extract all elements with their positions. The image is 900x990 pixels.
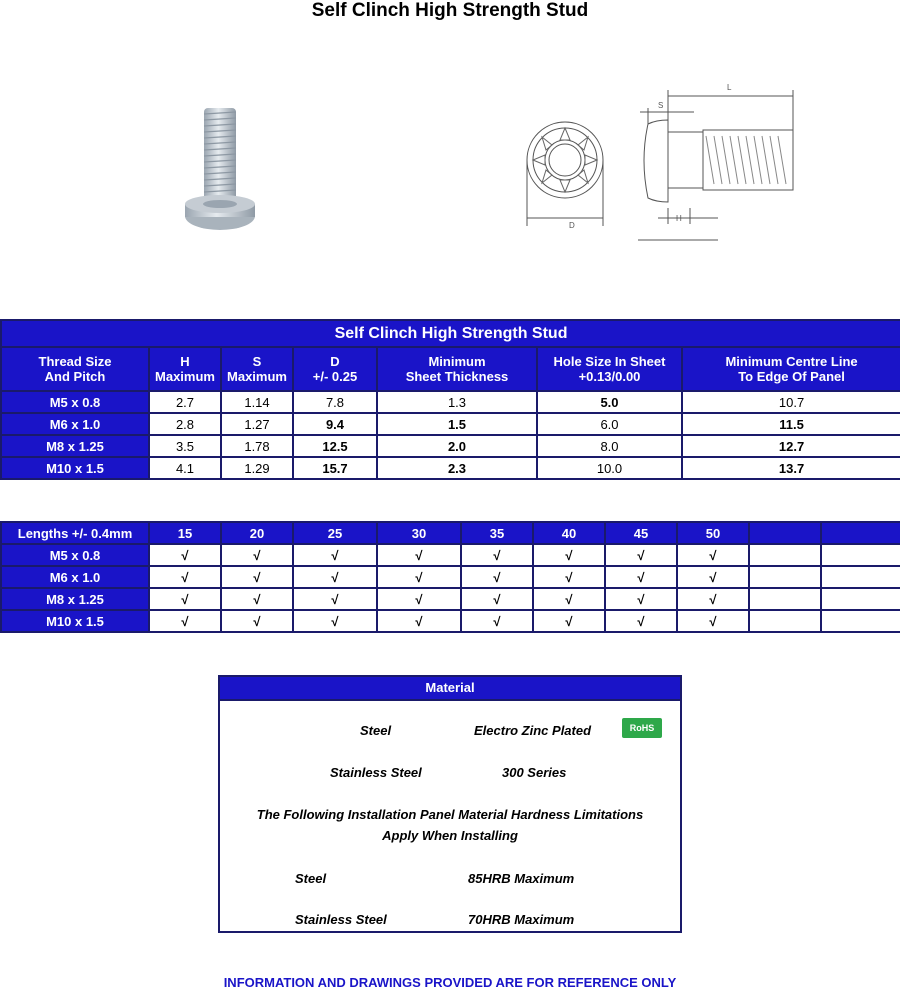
table-row <box>1 544 900 566</box>
cell-min: 2.3 <box>377 457 537 479</box>
length-col: 30 <box>377 522 461 544</box>
empty-cell <box>821 566 900 588</box>
row-size: M5 x 0.8 <box>1 544 149 566</box>
cell-edge: 11.5 <box>682 413 900 435</box>
cell-d: 9.4 <box>293 413 377 435</box>
check-mark: √ <box>149 588 221 610</box>
material-stainless: Stainless Steel <box>330 765 422 780</box>
check-mark: √ <box>461 588 533 610</box>
col-header-s: S Maximum <box>221 347 293 391</box>
table-row <box>1 457 900 479</box>
table-row <box>1 588 900 610</box>
material-panel <box>218 675 682 933</box>
length-col: 20 <box>221 522 293 544</box>
material-title: Material <box>220 677 680 701</box>
col-header-d: D +/- 0.25 <box>293 347 377 391</box>
check-mark: √ <box>293 588 377 610</box>
check-mark: √ <box>677 588 749 610</box>
dim-s-label: S <box>658 101 664 110</box>
check-mark: √ <box>377 610 461 632</box>
stud-drawing <box>518 68 808 248</box>
cell-h: 2.8 <box>149 413 221 435</box>
check-mark: √ <box>377 566 461 588</box>
check-mark: √ <box>605 610 677 632</box>
check-mark: √ <box>149 610 221 632</box>
length-col: 15 <box>149 522 221 544</box>
check-mark: √ <box>221 610 293 632</box>
hardness-stainless: Stainless Steel <box>295 912 387 927</box>
dim-h-label: H <box>676 214 682 223</box>
check-mark: √ <box>533 610 605 632</box>
empty-cell <box>821 544 900 566</box>
spec-table <box>0 319 900 480</box>
cell-edge: 12.7 <box>682 435 900 457</box>
row-size: M8 x 1.25 <box>1 435 149 457</box>
cell-hole: 5.0 <box>537 391 682 413</box>
material-stainless-series: 300 Series <box>502 765 567 780</box>
table-row <box>1 413 900 435</box>
cell-h: 2.7 <box>149 391 221 413</box>
cell-s: 1.14 <box>221 391 293 413</box>
dim-d-label: D <box>569 221 575 230</box>
table-row <box>1 435 900 457</box>
check-mark: √ <box>377 588 461 610</box>
hardness-steel: Steel <box>295 871 327 886</box>
cell-d: 12.5 <box>293 435 377 457</box>
rohs-badge-icon: RoHS <box>622 718 662 738</box>
cell-h: 3.5 <box>149 435 221 457</box>
spec-table-title: Self Clinch High Strength Stud <box>1 320 900 347</box>
table-row <box>1 391 900 413</box>
length-col <box>821 522 900 544</box>
check-mark: √ <box>605 544 677 566</box>
cell-hole: 6.0 <box>537 413 682 435</box>
hardness-steel-value: 85HRB Maximum <box>468 871 575 886</box>
row-size: M8 x 1.25 <box>1 588 149 610</box>
cell-d: 7.8 <box>293 391 377 413</box>
cell-s: 1.27 <box>221 413 293 435</box>
check-mark: √ <box>293 544 377 566</box>
check-mark: √ <box>221 566 293 588</box>
col-header-thread-size: Thread Size And Pitch <box>1 347 149 391</box>
check-mark: √ <box>377 544 461 566</box>
dim-l-label: L <box>727 83 732 92</box>
check-mark: √ <box>533 544 605 566</box>
empty-cell <box>749 544 821 566</box>
material-steel-finish: Electro Zinc Plated <box>474 723 592 738</box>
check-mark: √ <box>533 588 605 610</box>
empty-cell <box>749 610 821 632</box>
material-steel: Steel <box>360 723 392 738</box>
col-header-hole-size: Hole Size In Sheet +0.13/0.00 <box>537 347 682 391</box>
cell-hole: 8.0 <box>537 435 682 457</box>
hardness-note-line2: Apply When Installing <box>382 828 518 843</box>
cell-h: 4.1 <box>149 457 221 479</box>
cell-min: 1.5 <box>377 413 537 435</box>
table-row <box>1 566 900 588</box>
check-mark: √ <box>221 588 293 610</box>
check-mark: √ <box>605 566 677 588</box>
cell-s: 1.29 <box>221 457 293 479</box>
empty-cell <box>821 610 900 632</box>
hardness-note-line1: The Following Installation Panel Material Hardness Limitations <box>256 807 644 822</box>
length-col: 50 <box>677 522 749 544</box>
row-size: M6 x 1.0 <box>1 566 149 588</box>
length-col: 35 <box>461 522 533 544</box>
check-mark: √ <box>293 610 377 632</box>
check-mark: √ <box>677 610 749 632</box>
length-col <box>749 522 821 544</box>
cell-hole: 10.0 <box>537 457 682 479</box>
col-header-h: H Maximum <box>149 347 221 391</box>
empty-cell <box>749 566 821 588</box>
check-mark: √ <box>149 566 221 588</box>
check-mark: √ <box>461 544 533 566</box>
check-mark: √ <box>461 610 533 632</box>
length-col: 40 <box>533 522 605 544</box>
length-col: 45 <box>605 522 677 544</box>
check-mark: √ <box>677 544 749 566</box>
page-title: Self Clinch High Strength Stud <box>311 0 589 21</box>
check-mark: √ <box>293 566 377 588</box>
table-row <box>1 610 900 632</box>
row-size: M10 x 1.5 <box>1 457 149 479</box>
cell-d: 15.7 <box>293 457 377 479</box>
length-col: 25 <box>293 522 377 544</box>
col-header-min-thickness: Minimum Sheet Thickness <box>377 347 537 391</box>
check-mark: √ <box>149 544 221 566</box>
hardness-stainless-value: 70HRB Maximum <box>468 912 575 927</box>
lengths-header-row <box>1 522 900 544</box>
cell-min: 2.0 <box>377 435 537 457</box>
lengths-header-label: Lengths +/- 0.4mm <box>1 522 149 544</box>
check-mark: √ <box>221 544 293 566</box>
row-size: M6 x 1.0 <box>1 413 149 435</box>
row-size: M10 x 1.5 <box>1 610 149 632</box>
stud-photo <box>180 100 260 240</box>
cell-edge: 10.7 <box>682 391 900 413</box>
col-header-edge: Minimum Centre Line To Edge Of Panel <box>682 347 900 391</box>
empty-cell <box>749 588 821 610</box>
check-mark: √ <box>677 566 749 588</box>
cell-s: 1.78 <box>221 435 293 457</box>
empty-cell <box>821 588 900 610</box>
lengths-table <box>0 521 900 633</box>
cell-edge: 13.7 <box>682 457 900 479</box>
cell-min: 1.3 <box>377 391 537 413</box>
check-mark: √ <box>533 566 605 588</box>
disclaimer-footer: INFORMATION AND DRAWINGS PROVIDED ARE FOR REFERENCE ONLY <box>223 975 677 990</box>
check-mark: √ <box>461 566 533 588</box>
row-size: M5 x 0.8 <box>1 391 149 413</box>
check-mark: √ <box>605 588 677 610</box>
